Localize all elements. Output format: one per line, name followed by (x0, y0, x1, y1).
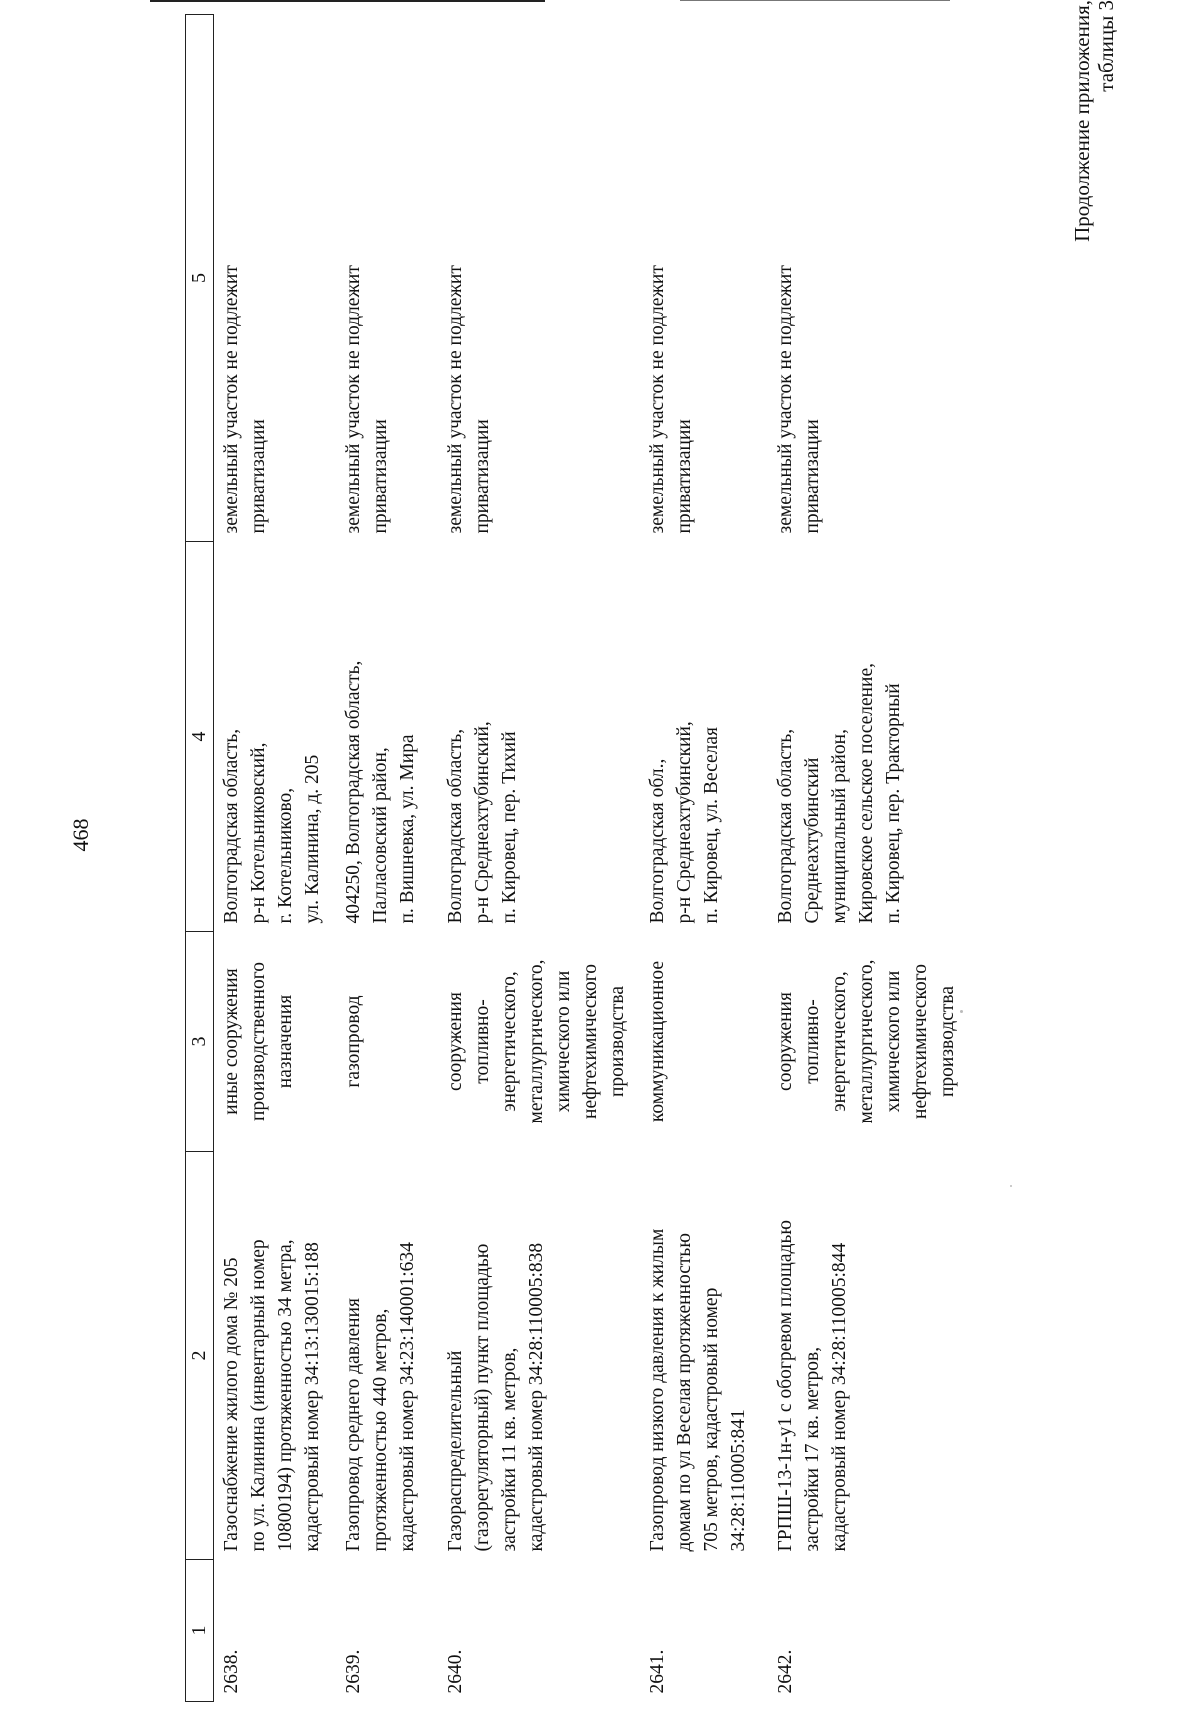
header-col-3: 3 (186, 932, 214, 1152)
description-line: застройки 11 кв. метров, (499, 1347, 520, 1552)
address-line: п. Кировец, пер. Тракторный (883, 683, 904, 924)
row-description (336, 1152, 438, 1560)
description-line: Газораспределительный (445, 1350, 466, 1552)
type-line: газопровод (343, 995, 364, 1088)
type-line: производства (607, 985, 628, 1098)
row-note (214, 15, 337, 542)
address-line: муниципальный район, (829, 729, 850, 924)
description-line: домам по ул Веселая протяженностью (674, 1233, 695, 1552)
row-note (768, 15, 1042, 542)
address-line: п. Кировец, пер. Тихий (499, 731, 520, 924)
table-row (640, 15, 768, 1702)
description-line: кадастровый номер 34:23:140001:634 (397, 1242, 418, 1552)
description-line: 34:28:110005:841 (728, 1409, 749, 1552)
address-line: Волгоградская область, (221, 728, 242, 924)
type-line: сооружения (775, 992, 796, 1091)
description-line: Газоснабжение жилого дома № 205 (221, 1257, 242, 1552)
header-col-2: 2 (186, 1152, 214, 1560)
row-type (336, 932, 438, 1152)
address-line: р-н Котельниковский, (248, 742, 269, 924)
note-line: приватизации (370, 419, 391, 534)
row-number: 2638. (221, 1649, 242, 1694)
type-line: сооружения (445, 992, 466, 1091)
note-line: приватизации (248, 419, 269, 534)
header-col-1: 1 (186, 1560, 214, 1702)
row-number: 2640. (445, 1649, 466, 1694)
header-row (186, 15, 214, 1702)
table-row (214, 15, 337, 1702)
type-line: нефтехимического (910, 964, 931, 1119)
type-line: химического или (883, 970, 904, 1113)
description-line: 705 метров, кадастровый номер (701, 1287, 722, 1552)
property-table (185, 14, 1042, 1702)
type-line: коммуникационное (647, 960, 668, 1123)
note-line: земельный участок не подлежит (221, 265, 242, 534)
row-note (438, 15, 640, 542)
description-line: застройки 17 кв. метров, (802, 1346, 823, 1552)
table-row (438, 15, 640, 1702)
row-note (640, 15, 768, 542)
note-line: земельный участок не подлежит (343, 265, 364, 534)
description-line: Газопровод низкого давления к жилым (647, 1228, 668, 1552)
note-line: приватизации (802, 419, 823, 534)
type-line: производства (937, 985, 958, 1098)
row-address (336, 542, 438, 932)
type-line: нефтехимического (580, 964, 601, 1119)
row-type (768, 932, 1042, 1152)
description-line: кадастровый номер 34:13:130015:188 (302, 1242, 323, 1552)
type-line: иные сооружения (221, 968, 242, 1115)
continuation-caption (1070, 0, 1118, 330)
header-col-5: 5 (186, 15, 214, 542)
row-address (438, 542, 640, 932)
type-line: металлургического, (856, 959, 877, 1124)
row-description (438, 1152, 640, 1560)
note-line: приватизации (674, 419, 695, 534)
description-line: (газорегуляторный) пункт площадью (472, 1243, 493, 1552)
type-line: металлургического, (526, 959, 547, 1124)
row-address (640, 542, 768, 932)
row-number: 2642. (775, 1649, 796, 1694)
row-address (214, 542, 337, 932)
address-line: г. Котельниково, (275, 787, 296, 924)
type-line: производственного (248, 961, 269, 1122)
description-line: протяженностью 440 метров, (370, 1308, 391, 1552)
row-number: 2639. (343, 1649, 364, 1694)
type-line: топливно- (802, 999, 823, 1084)
address-line: п. Кировец, ул. Веселая (701, 727, 722, 924)
row-number: 2641. (647, 1649, 668, 1694)
address-line: р-н Среднеахтубинский, (472, 721, 493, 924)
type-line: химического или (553, 970, 574, 1113)
row-description (214, 1152, 337, 1560)
type-line: энергетического, (499, 971, 520, 1112)
type-line: назначения (275, 994, 296, 1089)
type-line: энергетического, (829, 971, 850, 1112)
note-line: земельный участок не подлежит (647, 265, 668, 534)
description-line: Газопровод среднего давления (343, 1298, 364, 1552)
page-number: 468 (68, 818, 93, 852)
address-line: ул. Калинина, д. 205 (302, 754, 323, 924)
row-address (768, 542, 1042, 932)
note-line: приватизации (472, 419, 493, 534)
address-line: Палласовский район, (370, 747, 391, 924)
row-type (640, 932, 768, 1152)
row-type (214, 932, 337, 1152)
row-description (768, 1152, 1042, 1560)
description-line: кадастровый номер 34:28:110005:844 (829, 1242, 850, 1552)
note-line: земельный участок не подлежит (445, 265, 466, 534)
address-line: Кировское сельское поселение, (856, 662, 877, 924)
address-line: Среднеахтубинский (802, 757, 823, 924)
address-line: 404250, Волгоградская область, (343, 660, 364, 924)
description-line: по ул. Калинина (инвентарный номер (248, 1239, 269, 1552)
description-line: кадастровый номер 34:28:110005:838 (526, 1242, 547, 1552)
address-line: Волгоградская область, (775, 728, 796, 924)
address-line: р-н Среднеахтубинский, (674, 721, 695, 924)
address-line: Волгоградская обл., (647, 758, 668, 924)
description-line: 10800194) протяженностью 34 метра, (275, 1239, 296, 1552)
address-line: п. Вишневка, ул. Мира (397, 734, 418, 924)
row-description (640, 1152, 768, 1560)
table-row (336, 15, 438, 1702)
table-row (768, 15, 1042, 1702)
type-line: топливно- (472, 999, 493, 1084)
address-line: Волгоградская область, (445, 728, 466, 924)
description-line: ГРПШ-13-1н-у1 с обогревом площадью (775, 1220, 796, 1552)
row-note (336, 15, 438, 542)
row-type (438, 932, 640, 1152)
continuation-line: Продолжение приложения, (1070, 0, 1094, 242)
continuation-line: таблицы 3 (1094, 0, 1118, 92)
header-col-4: 4 (186, 542, 214, 932)
note-line: земельный участок не подлежит (775, 265, 796, 534)
